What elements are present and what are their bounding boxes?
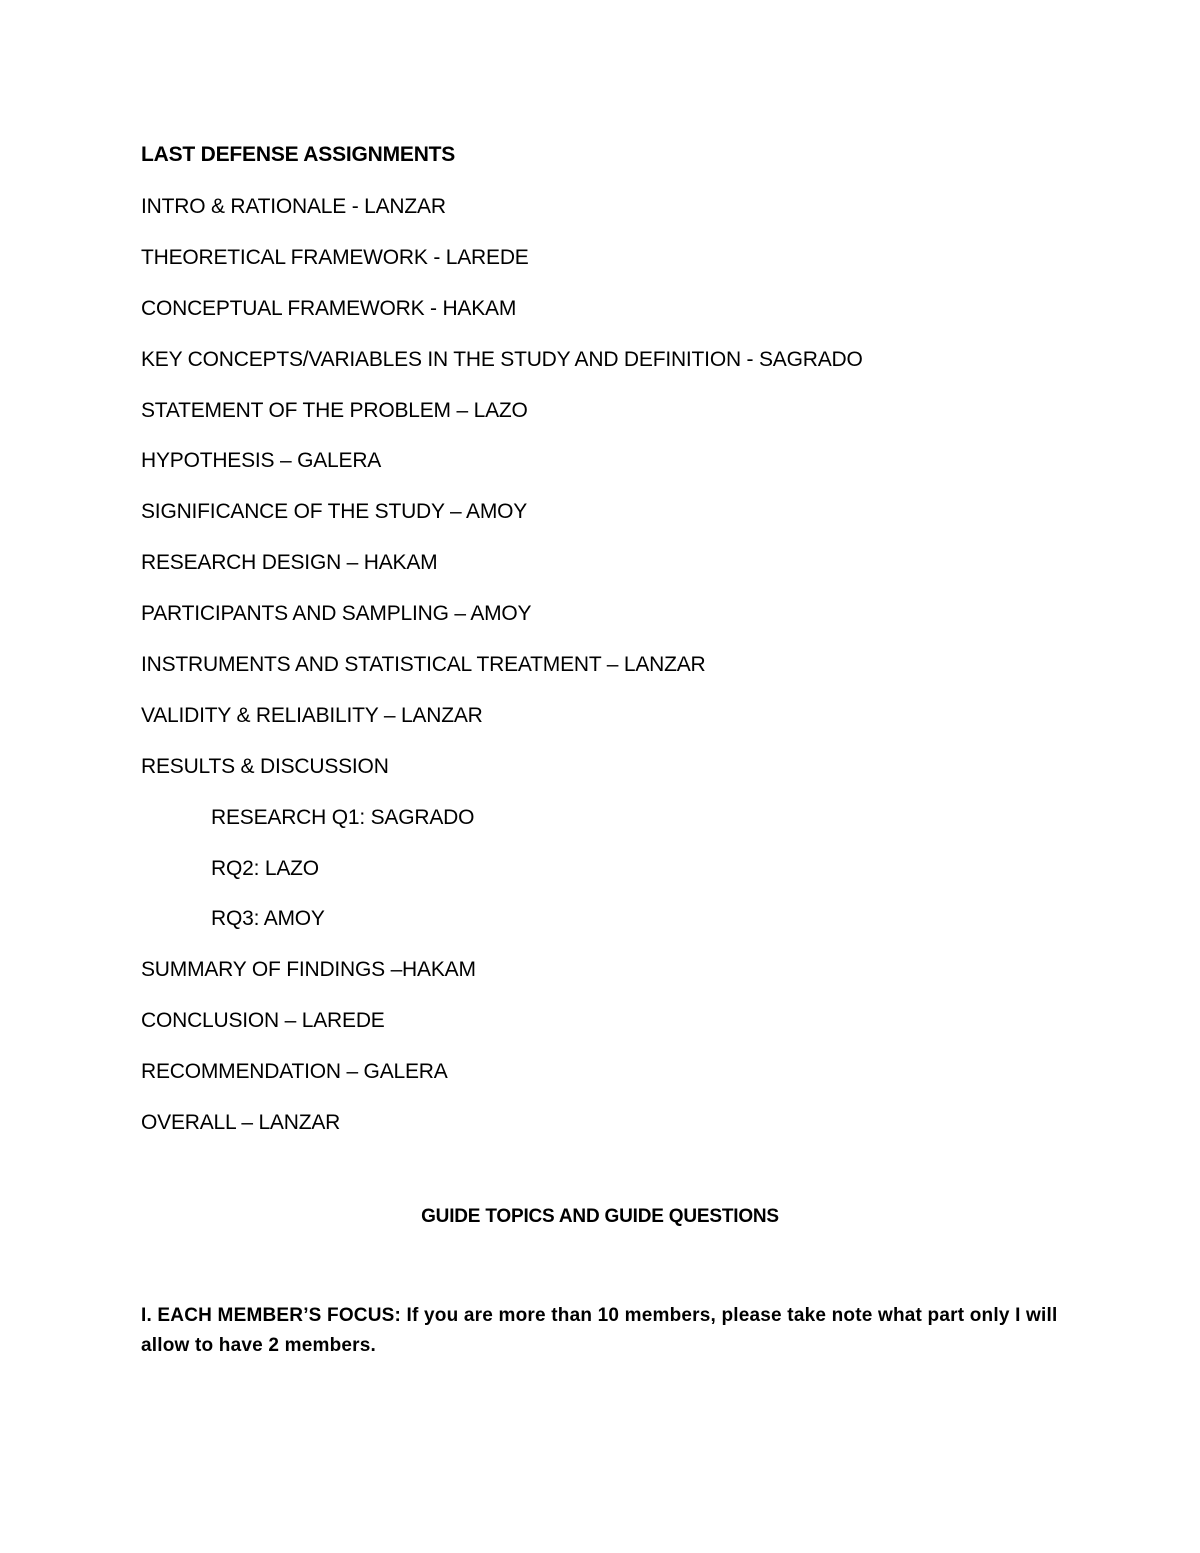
guide-topics-heading: GUIDE TOPICS AND GUIDE QUESTIONS (421, 1206, 779, 1227)
assignment-item: HYPOTHESIS – GALERA (141, 449, 382, 473)
assignment-item: OVERALL – LANZAR (141, 1111, 341, 1135)
assignment-subitem: RQ3: AMOY (211, 907, 325, 931)
assignment-item: RECOMMENDATION – GALERA (141, 1060, 448, 1084)
assignment-item: CONCEPTUAL FRAMEWORK - HAKAM (141, 296, 517, 320)
assignment-item: VALIDITY & RELIABILITY – LANZAR (141, 703, 483, 727)
assignment-item: RESULTS & DISCUSSION (141, 754, 389, 778)
assignment-item: STATEMENT OF THE PROBLEM – LAZO (141, 398, 528, 422)
assignment-item: KEY CONCEPTS/VARIABLES IN THE STUDY AND DEFINITION - SAGRADO (141, 347, 863, 371)
member-focus-text: If you are more than 10 members, please take note what part only I will allow to have 2 members. (141, 1305, 1058, 1356)
assignment-item: SUMMARY OF FINDINGS –HAKAM (141, 958, 476, 982)
member-focus-label: I. EACH MEMBER’S FOCUS: (141, 1305, 402, 1326)
assignment-item: SIGNIFICANCE OF THE STUDY – AMOY (141, 500, 528, 524)
member-focus-paragraph (141, 1301, 1071, 1361)
assignment-item: CONCLUSION – LAREDE (141, 1009, 385, 1033)
assignment-subitem: RESEARCH Q1: SAGRADO (211, 805, 475, 829)
assignment-item: INTRO & RATIONALE - LANZAR (141, 195, 446, 218)
assignment-subitem: RQ2: LAZO (211, 856, 319, 880)
document-title: LAST DEFENSE ASSIGNMENTS (141, 143, 456, 166)
assignment-item: RESEARCH DESIGN – HAKAM (141, 551, 438, 575)
assignment-item: THEORETICAL FRAMEWORK - LAREDE (141, 245, 529, 269)
assignment-item: PARTICIPANTS AND SAMPLING – AMOY (141, 602, 532, 626)
assignment-item: INSTRUMENTS AND STATISTICAL TREATMENT – LANZAR (141, 653, 706, 677)
assignment-list (141, 194, 863, 1161)
